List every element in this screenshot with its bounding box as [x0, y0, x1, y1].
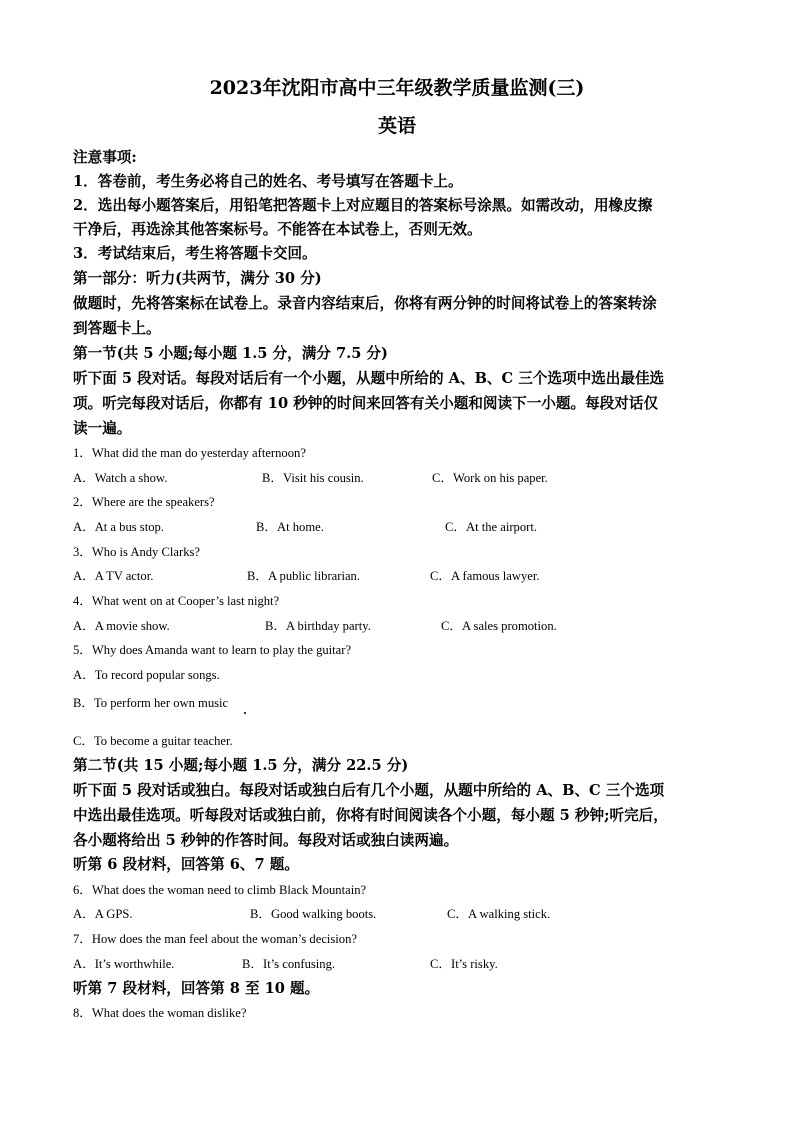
subject-title: 英语	[377, 115, 416, 137]
question-1-option-c: C．Work on his paper.	[432, 471, 548, 485]
question-7-stem: 7．How does the man feel about the woman’s decision?	[73, 932, 357, 946]
section2-intro: 听下面 5 段对话或独白。每段对话或独白后有几个小题，从题中所给的 A、B、C 三个选项	[73, 782, 665, 799]
question-6-stem: 6．What does the woman need to climb Black Mountain?	[73, 883, 367, 897]
question-7-option-b: B．It’s confusing.	[242, 957, 336, 971]
notice-item-2-cont: 干净后，再选涂其他答案标号。不能答在本试卷上，否则无效。	[73, 221, 482, 238]
question-5-option-b: B．To perform her own music	[73, 696, 229, 710]
question-4-option-b: B．A birthday party.	[265, 619, 371, 633]
notice-item-3: 3．考试结束后，考生将答题卡交回。	[73, 245, 317, 262]
section2-intro-cont: 中选出最佳选项。听每段对话或独白前，你将有时间阅读各个小题，每小题 5 秒钟;听完后，	[73, 807, 668, 824]
question-1-option-a: A．Watch a show.	[73, 471, 168, 485]
section1-intro: 听下面 5 段对话。每段对话后有一个小题，从题中所给的 A、B、C 三个选项中选出最佳选	[73, 370, 665, 387]
material-7-heading: 听第 7 段材料，回答第 8 至 10 题。	[73, 980, 320, 997]
question-7-option-a: A．It’s worthwhile.	[73, 957, 175, 971]
part1-intro: 做题时，先将答案标在试卷上。录音内容结束后，你将有两分钟的时间将试卷上的答案转涂	[73, 295, 657, 312]
notice-item-1: 1．答卷前，考生务必将自己的姓名、考号填写在答题卡上。	[73, 173, 463, 190]
question-5-option-a: A．To record popular songs.	[73, 668, 220, 682]
stray-dot-mark	[244, 712, 246, 714]
section1-intro-cont2: 读一遍。	[73, 420, 132, 437]
question-3-option-c: C．A famous lawyer.	[430, 569, 540, 583]
section1-heading: 第一节(共 5 小题;每小题 1.5 分，满分 7.5 分)	[73, 345, 388, 362]
question-2-stem: 2．Where are the speakers?	[73, 495, 215, 509]
notice-heading: 注意事项:	[73, 149, 137, 166]
question-6-option-b: B．Good walking boots.	[250, 907, 377, 921]
question-4-option-a: A．A movie show.	[73, 619, 170, 633]
question-7-option-c: C．It’s risky.	[430, 957, 498, 971]
question-4-stem: 4．What went on at Cooper’s last night?	[73, 594, 280, 608]
question-3-option-b: B．A public librarian.	[247, 569, 360, 583]
question-6-option-c: C．A walking stick.	[447, 907, 551, 921]
section1-intro-cont: 项。听完每段对话后，你都有 10 秒钟的时间来回答有关小题和阅读下一小题。每段对话仅	[73, 395, 659, 412]
material-6-heading: 听第 6 段材料，回答第 6、7 题。	[73, 856, 299, 873]
part1-heading: 第一部分：听力(共两节，满分 30 分)	[73, 270, 322, 287]
question-6-option-a: A．A GPS.	[73, 907, 133, 921]
question-3-stem: 3．Who is Andy Clarks?	[73, 545, 200, 559]
question-2-option-c: C．At the airport.	[445, 520, 537, 534]
question-2-option-a: A．At a bus stop.	[73, 520, 164, 534]
notice-item-2: 2．选出每小题答案后，用铅笔把答题卡上对应题目的答案标号涂黑。如需改动，用橡皮擦	[73, 197, 653, 214]
section2-intro-cont2: 各小题将给出 5 秒钟的作答时间。每段对话或独白读两遍。	[73, 832, 459, 849]
question-5-option-c: C．To become a guitar teacher.	[73, 734, 233, 748]
part1-intro-cont: 到答题卡上。	[73, 320, 161, 337]
section2-heading: 第二节(共 15 小题;每小题 1.5 分，满分 22.5 分)	[73, 757, 409, 774]
question-8-stem: 8．What does the woman dislike?	[73, 1006, 247, 1020]
question-2-option-b: B．At home.	[256, 520, 324, 534]
question-4-option-c: C．A sales promotion.	[441, 619, 557, 633]
question-1-option-b: B．Visit his cousin.	[262, 471, 364, 485]
question-3-option-a: A．A TV actor.	[73, 569, 154, 583]
exam-title: 2023年沈阳市高中三年级教学质量监测(三)	[209, 77, 585, 99]
question-5-stem: 5．Why does Amanda want to learn to play the guitar?	[73, 643, 352, 657]
question-1-stem: 1．What did the man do yesterday afternoon?	[73, 446, 306, 460]
